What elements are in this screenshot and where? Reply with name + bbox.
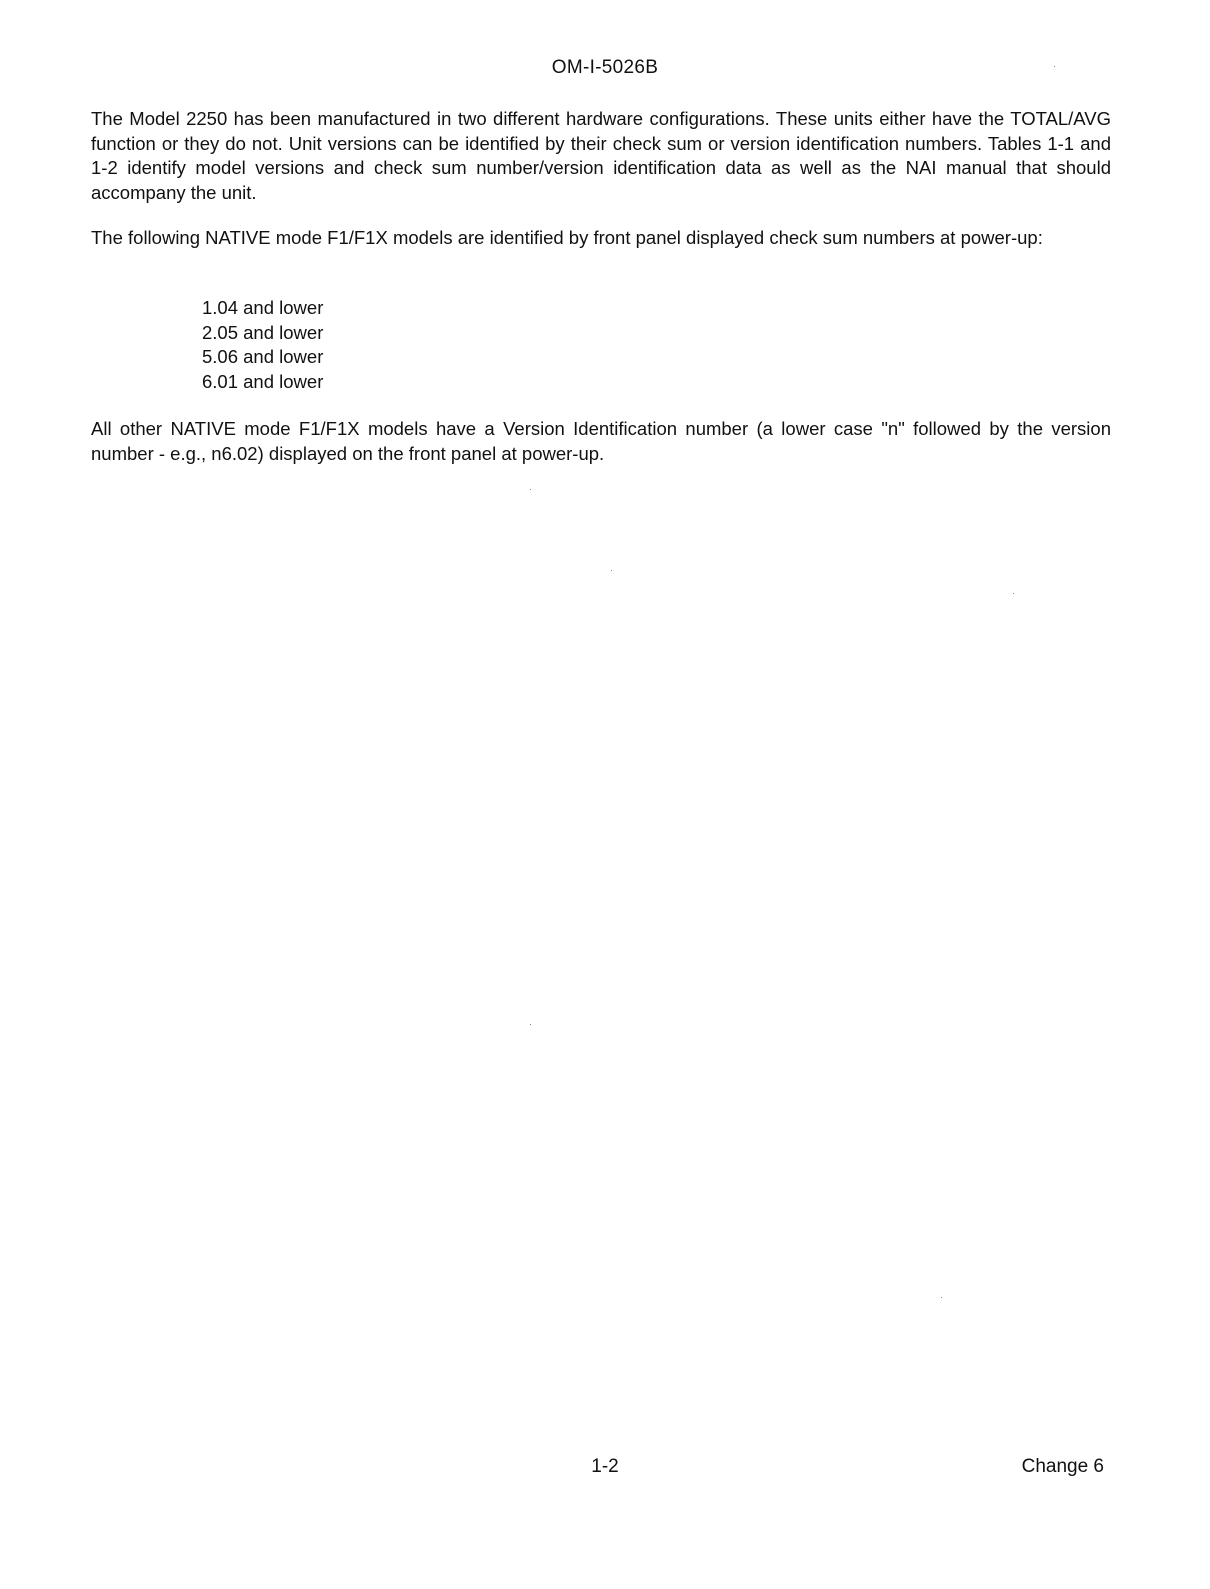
list-item: 2.05 and lower [202, 321, 324, 343]
scan-speck [1013, 593, 1014, 594]
list-item: 5.06 and lower [202, 346, 324, 367]
list-item: 6.01 and lower [202, 370, 324, 392]
check-sum-version-list [202, 296, 323, 394]
scan-speck [941, 1297, 942, 1298]
scan-speck [530, 489, 531, 490]
list-item: 1.04 and lower [202, 297, 324, 318]
scan-speck [1054, 66, 1055, 67]
paragraph-check-sum-models: The following NATIVE mode F1/F1X models are identified by front panel displayed check sum numbers at power-up: [91, 227, 1043, 248]
change-label: Change 6 [1021, 1456, 1104, 1477]
scan-speck [611, 570, 612, 571]
document-id-header: OM-I-5026B [551, 57, 659, 78]
page-number: 1-2 [591, 1456, 619, 1477]
paragraph-hardware-configurations: The Model 2250 has been manufactured in two different hardware configurations. These units either have the TOTAL/AVG function or they do not. Unit versions can be identified by their check sum or version identification numbers. Tables 1-1 and 1-2 identify model versions and check sum number/version identification data as well as the NAI manual that should accompany the unit. [91, 108, 1111, 203]
paragraph-version-identification: All other NATIVE mode F1/F1X models have a Version Identification number (a lower case "n" followed by the version number - e.g., n6.02) displayed on the front panel at power-up. [91, 418, 1111, 464]
scan-speck [530, 1024, 531, 1025]
